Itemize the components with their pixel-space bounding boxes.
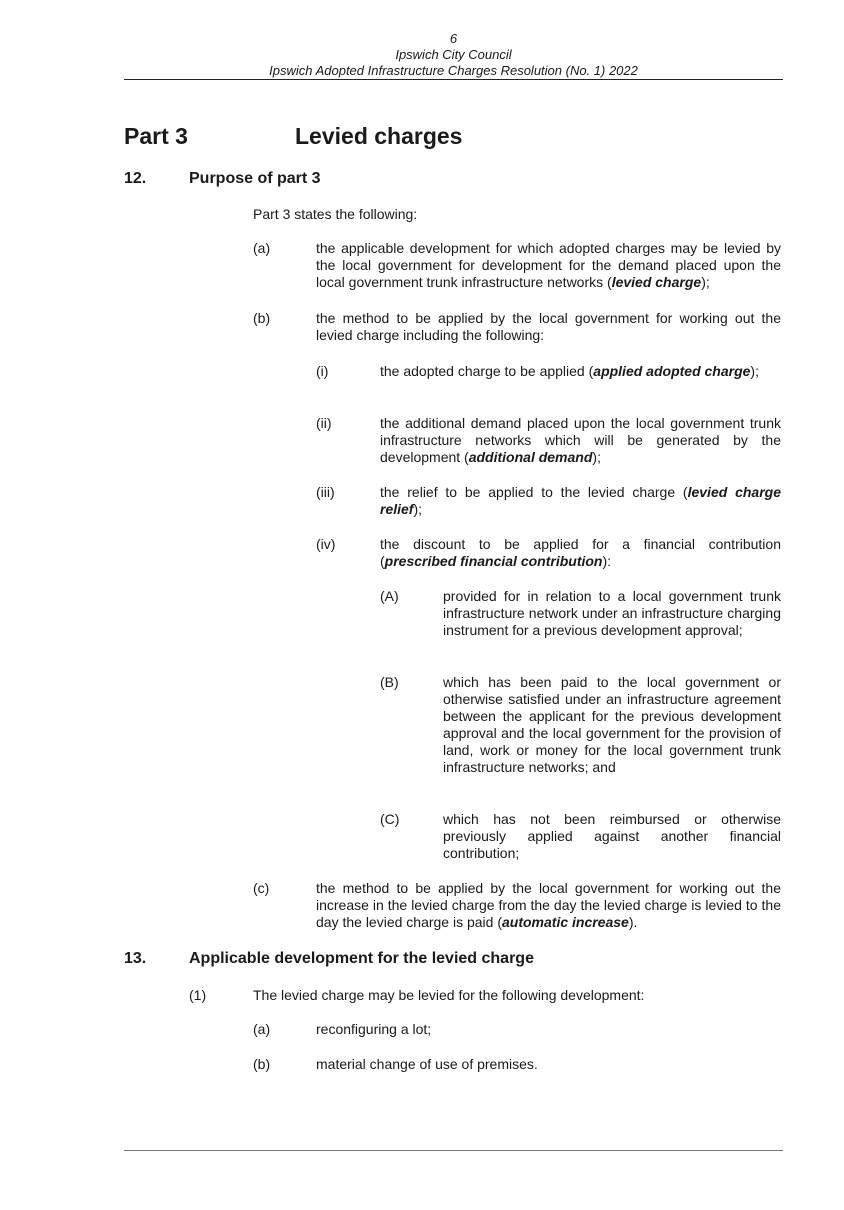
- header-document-title: Ipswich Adopted Infrastructure Charges Resolution (No. 1) 2022: [269, 63, 638, 78]
- item-13a-label: (a): [253, 1021, 271, 1037]
- section-13-number: 13.: [124, 950, 147, 967]
- part-label: Part 3: [124, 123, 188, 149]
- subitem-ii-text: the additional demand placed upon the local government trunk infrastructure networks which will be generated by the development (additional demand);: [380, 415, 781, 465]
- subitem-i-label: (i): [316, 363, 329, 379]
- item-c-text: the method to be applied by the local government for working out the increase in the levied charge from the day the levied charge is levied to the day the levied charge is paid (automatic increase).: [316, 880, 781, 930]
- header-council: Ipswich City Council: [395, 47, 512, 62]
- item-13a-text: reconfiguring a lot;: [316, 1021, 432, 1037]
- section-12-title: Purpose of part 3: [189, 170, 321, 187]
- defined-term: additional demand: [468, 449, 593, 465]
- page-number: 6: [449, 31, 458, 46]
- item-b-text: the method to be applied by the local government for working out the levied charge including the following:: [316, 310, 781, 343]
- subitem-iii-label: (iii): [316, 484, 335, 500]
- subsection-1-text: The levied charge may be levied for the following development:: [253, 987, 645, 1003]
- subitem-iii-text: the relief to be applied to the levied charge (levied charge relief);: [380, 484, 781, 517]
- footer-divider: [124, 1150, 783, 1151]
- clause-C-text: which has not been reimbursed or otherwise previously applied against another financial contribution;: [443, 811, 781, 861]
- subitem-iv-label: (iv): [316, 536, 336, 552]
- clause-B-text: which has been paid to the local government or otherwise satisfied under an infrastructure agreement between the applicant for the previous development approval and the local government for the provision of land, work or money for the local government trunk infrastructure networks; and: [443, 674, 781, 775]
- subitem-iv-text: the discount to be applied for a financial contribution (prescribed financial contribution):: [380, 536, 781, 569]
- defined-term: applied adopted charge: [593, 363, 751, 379]
- defined-term: levied charge: [611, 274, 702, 290]
- item-a-text: the applicable development for which adopted charges may be levied by the local government for development for the demand placed upon the local government trunk infrastructure networks (levied charge);: [316, 240, 781, 290]
- section-13-title: Applicable development for the levied charge: [189, 950, 534, 967]
- section-12-intro: Part 3 states the following:: [253, 206, 418, 222]
- item-13b-label: (b): [253, 1056, 271, 1072]
- defined-term: prescribed financial contribution: [384, 553, 603, 569]
- clause-B-label: (B): [380, 674, 399, 690]
- item-a-label: (a): [253, 240, 271, 256]
- part-title: Levied charges: [295, 123, 463, 149]
- subsection-1-label: (1): [189, 987, 207, 1003]
- running-header: [124, 31, 783, 79]
- clause-C-label: (C): [380, 811, 400, 827]
- section-12-number: 12.: [124, 170, 147, 187]
- item-b-label: (b): [253, 310, 271, 326]
- defined-term: levied charge relief: [380, 484, 781, 517]
- subitem-i-text: the adopted charge to be applied (applied adopted charge);: [380, 363, 759, 379]
- clause-A-label: (A): [380, 588, 399, 604]
- defined-term: automatic increase: [502, 914, 629, 930]
- clause-A-text: provided for in relation to a local government trunk infrastructure network under an infrastructure charging instrument for a previous development approval;: [443, 588, 781, 638]
- item-c-label: (c): [253, 880, 270, 896]
- header-divider: [124, 79, 783, 80]
- item-13b-text: material change of use of premises.: [316, 1056, 538, 1072]
- subitem-ii-label: (ii): [316, 415, 332, 431]
